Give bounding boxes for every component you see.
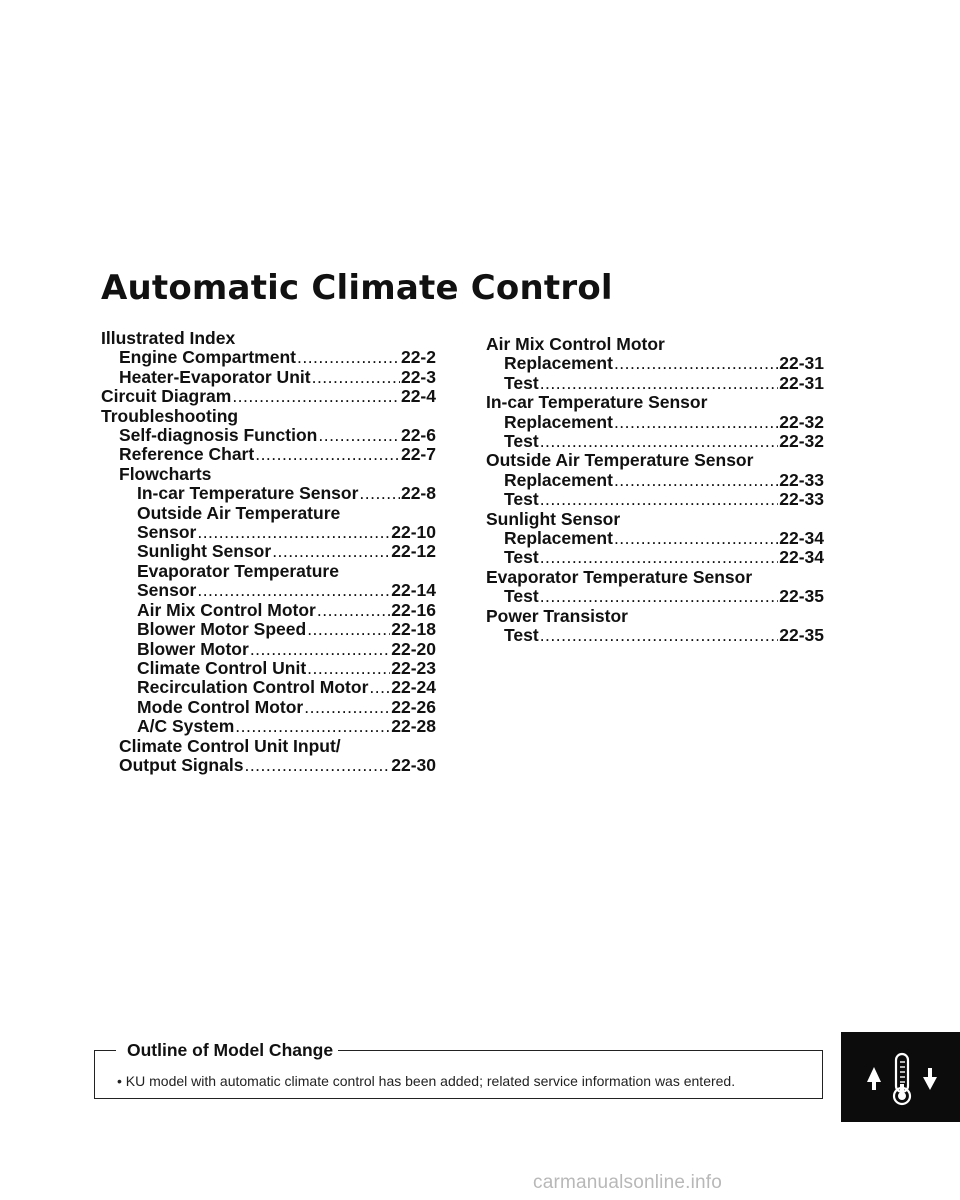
toc-entry [486, 510, 824, 529]
toc-entry-page: 22-34 [779, 547, 824, 568]
toc-entry [486, 626, 824, 645]
toc-entry-page: 22-16 [391, 599, 436, 620]
toc-entry-page: 22-33 [779, 469, 824, 490]
toc-entry-page: 22-12 [391, 541, 436, 562]
toc-entry [486, 354, 824, 373]
toc-entry-label: Recirculation Control Motor [137, 677, 369, 698]
toc-entry-label: Output Signals [119, 754, 244, 775]
toc-entry-page: 22-26 [391, 696, 436, 717]
toc-leader-dots [614, 529, 778, 548]
toc-entry-label: Self-diagnosis Function [119, 425, 318, 446]
toc-entry-page: 22-35 [779, 586, 824, 607]
toc-leader-dots [540, 587, 779, 606]
toc-entry [101, 368, 436, 387]
toc-entry [101, 620, 436, 639]
toc-entry-label: Flowcharts [119, 463, 212, 484]
toc-entry-page: 22-24 [391, 677, 436, 698]
toc-entry-label: Test [504, 586, 539, 607]
toc-entry [486, 568, 824, 587]
toc-leader-dots [318, 426, 400, 445]
toc-entry [101, 717, 436, 736]
toc-entry-label: In-car Temperature Sensor [137, 483, 359, 504]
toc-entry-page: 22-30 [391, 754, 436, 775]
toc-entry [486, 335, 824, 354]
toc-entry-label: Evaporator Temperature Sensor [486, 566, 753, 587]
toc-leader-dots [540, 432, 779, 451]
toc-entry [101, 523, 436, 542]
toc-leader-dots [540, 548, 779, 567]
toc-leader-dots [304, 698, 390, 717]
toc-entry [101, 542, 436, 561]
toc-entry-label: Mode Control Motor [137, 696, 304, 717]
toc-entry [101, 426, 436, 445]
toc-entry [101, 756, 436, 775]
toc-entry-label: Sensor [137, 580, 197, 601]
toc-entry [101, 659, 436, 678]
toc-entry [486, 587, 824, 606]
toc-entry-label: Sensor [137, 522, 197, 543]
toc-entry [101, 737, 436, 756]
toc-entry-label: Outside Air Temperature Sensor [486, 450, 754, 471]
toc-leader-dots [307, 659, 390, 678]
toc-leader-dots [614, 354, 778, 373]
toc-entry [101, 581, 436, 600]
toc-entry-label: Outside Air Temperature [137, 502, 341, 523]
toc-entry [101, 678, 436, 697]
toc-entry-label: Air Mix Control Motor [486, 334, 665, 354]
toc-entry-page: 22-14 [391, 580, 436, 601]
outline-text: • KU model with automatic climate control has been added; related service information was entered. [117, 1073, 736, 1089]
toc-leader-dots [359, 484, 400, 503]
outline-border-top-right [338, 1050, 822, 1051]
toc-entry-label: Engine Compartment [119, 347, 296, 368]
toc-entry-page: 22-35 [779, 625, 824, 646]
toc-entry-page: 22-6 [400, 425, 436, 446]
toc-entry-page: 22-31 [779, 353, 824, 374]
toc-leader-dots [317, 601, 390, 620]
toc-entry-label: Reference Chart [119, 444, 255, 465]
toc-entry [486, 471, 824, 490]
toc-entry-label: Circuit Diagram [101, 386, 232, 407]
outline-title: Outline of Model Change [123, 1040, 337, 1061]
toc-entry [486, 432, 824, 451]
toc-entry-label: Evaporator Temperature [137, 560, 339, 581]
toc-entry [486, 490, 824, 509]
toc-leader-dots [197, 523, 390, 542]
toc-entry-page: 22-32 [779, 411, 824, 432]
toc-entry [101, 484, 436, 503]
toc-entry-label: Air Mix Control Motor [137, 599, 316, 620]
toc-entry-page: 22-28 [391, 716, 436, 737]
toc-entry-label: Replacement [504, 353, 613, 374]
toc-entry-label: Sunlight Sensor [486, 508, 621, 529]
toc-leader-dots [197, 581, 390, 600]
section-tab [841, 1032, 960, 1122]
thermometer-arrows-icon [841, 1032, 960, 1122]
toc-entry-label: Replacement [504, 411, 613, 432]
toc-entry [101, 387, 436, 406]
toc-leader-dots [232, 387, 400, 406]
toc-entry-label: Test [504, 372, 539, 393]
toc-entry-page: 22-33 [779, 489, 824, 510]
toc-leader-dots [540, 374, 779, 393]
toc-entry-label: Climate Control Unit [137, 657, 307, 678]
toc-right-column [486, 335, 824, 646]
toc-entry-label: Blower Motor Speed [137, 619, 307, 640]
page-title: Automatic Climate Control [101, 268, 613, 308]
toc-entry-label: Blower Motor [137, 638, 249, 659]
toc-entry [101, 348, 436, 367]
toc-entry [101, 504, 436, 523]
toc-entry-label: Heater-Evaporator Unit [119, 366, 311, 387]
toc-leader-dots [235, 717, 390, 736]
toc-entry [486, 451, 824, 470]
toc-leader-dots [614, 413, 778, 432]
toc-entry [101, 601, 436, 620]
toc-entry-label: Illustrated Index [101, 328, 236, 348]
toc-entry-page: 22-2 [400, 347, 436, 368]
toc-entry-page: 22-3 [400, 366, 436, 387]
toc-entry-page: 22-20 [391, 638, 436, 659]
toc-leader-dots [307, 620, 390, 639]
toc-entry-page: 22-32 [779, 431, 824, 452]
toc-leader-dots [255, 445, 400, 464]
toc-leader-dots [540, 490, 779, 509]
toc-entry-page: 22-4 [400, 386, 436, 407]
toc-entry [486, 374, 824, 393]
toc-entry-page: 22-8 [400, 483, 436, 504]
toc-entry-label: Test [504, 625, 539, 646]
toc-entry-page: 22-23 [391, 657, 436, 678]
toc-entry-label: Test [504, 547, 539, 568]
toc-left-column [101, 329, 436, 775]
toc-leader-dots [540, 626, 779, 645]
toc-leader-dots [369, 678, 390, 697]
toc-entry [486, 548, 824, 567]
toc-entry-page: 22-34 [779, 528, 824, 549]
toc-entry-label: Troubleshooting [101, 405, 239, 426]
toc-entry-label: Replacement [504, 469, 613, 490]
toc-entry-label: Climate Control Unit Input/ [119, 735, 341, 756]
toc-entry [486, 413, 824, 432]
toc-entry-label: Power Transistor [486, 605, 628, 626]
toc-entry-label: Sunlight Sensor [137, 541, 272, 562]
watermark: carmanualsonline.info [533, 1172, 723, 1193]
toc-entry [101, 562, 436, 581]
toc-leader-dots [297, 348, 400, 367]
toc-leader-dots [312, 368, 400, 387]
toc-entry-page: 22-31 [779, 372, 824, 393]
toc-leader-dots [614, 471, 778, 490]
toc-entry [101, 698, 436, 717]
toc-entry [101, 329, 436, 348]
toc-entry-label: Replacement [504, 528, 613, 549]
toc-entry-label: Test [504, 489, 539, 510]
toc-leader-dots [272, 542, 390, 561]
toc-entry [486, 393, 824, 412]
toc-entry [101, 640, 436, 659]
toc-entry-page: 22-10 [391, 522, 436, 543]
toc-entry-page: 22-7 [400, 444, 436, 465]
toc-entry-label: A/C System [137, 716, 235, 737]
toc-entry [101, 407, 436, 426]
toc-entry [486, 529, 824, 548]
outline-border-top-left [94, 1050, 116, 1051]
toc-entry-page: 22-18 [391, 619, 436, 640]
toc-entry-label: In-car Temperature Sensor [486, 392, 708, 413]
toc-entry [486, 607, 824, 626]
toc-entry [101, 445, 436, 464]
toc-leader-dots [244, 756, 390, 775]
toc-leader-dots [250, 640, 390, 659]
toc-entry [101, 465, 436, 484]
toc-entry-label: Test [504, 431, 539, 452]
